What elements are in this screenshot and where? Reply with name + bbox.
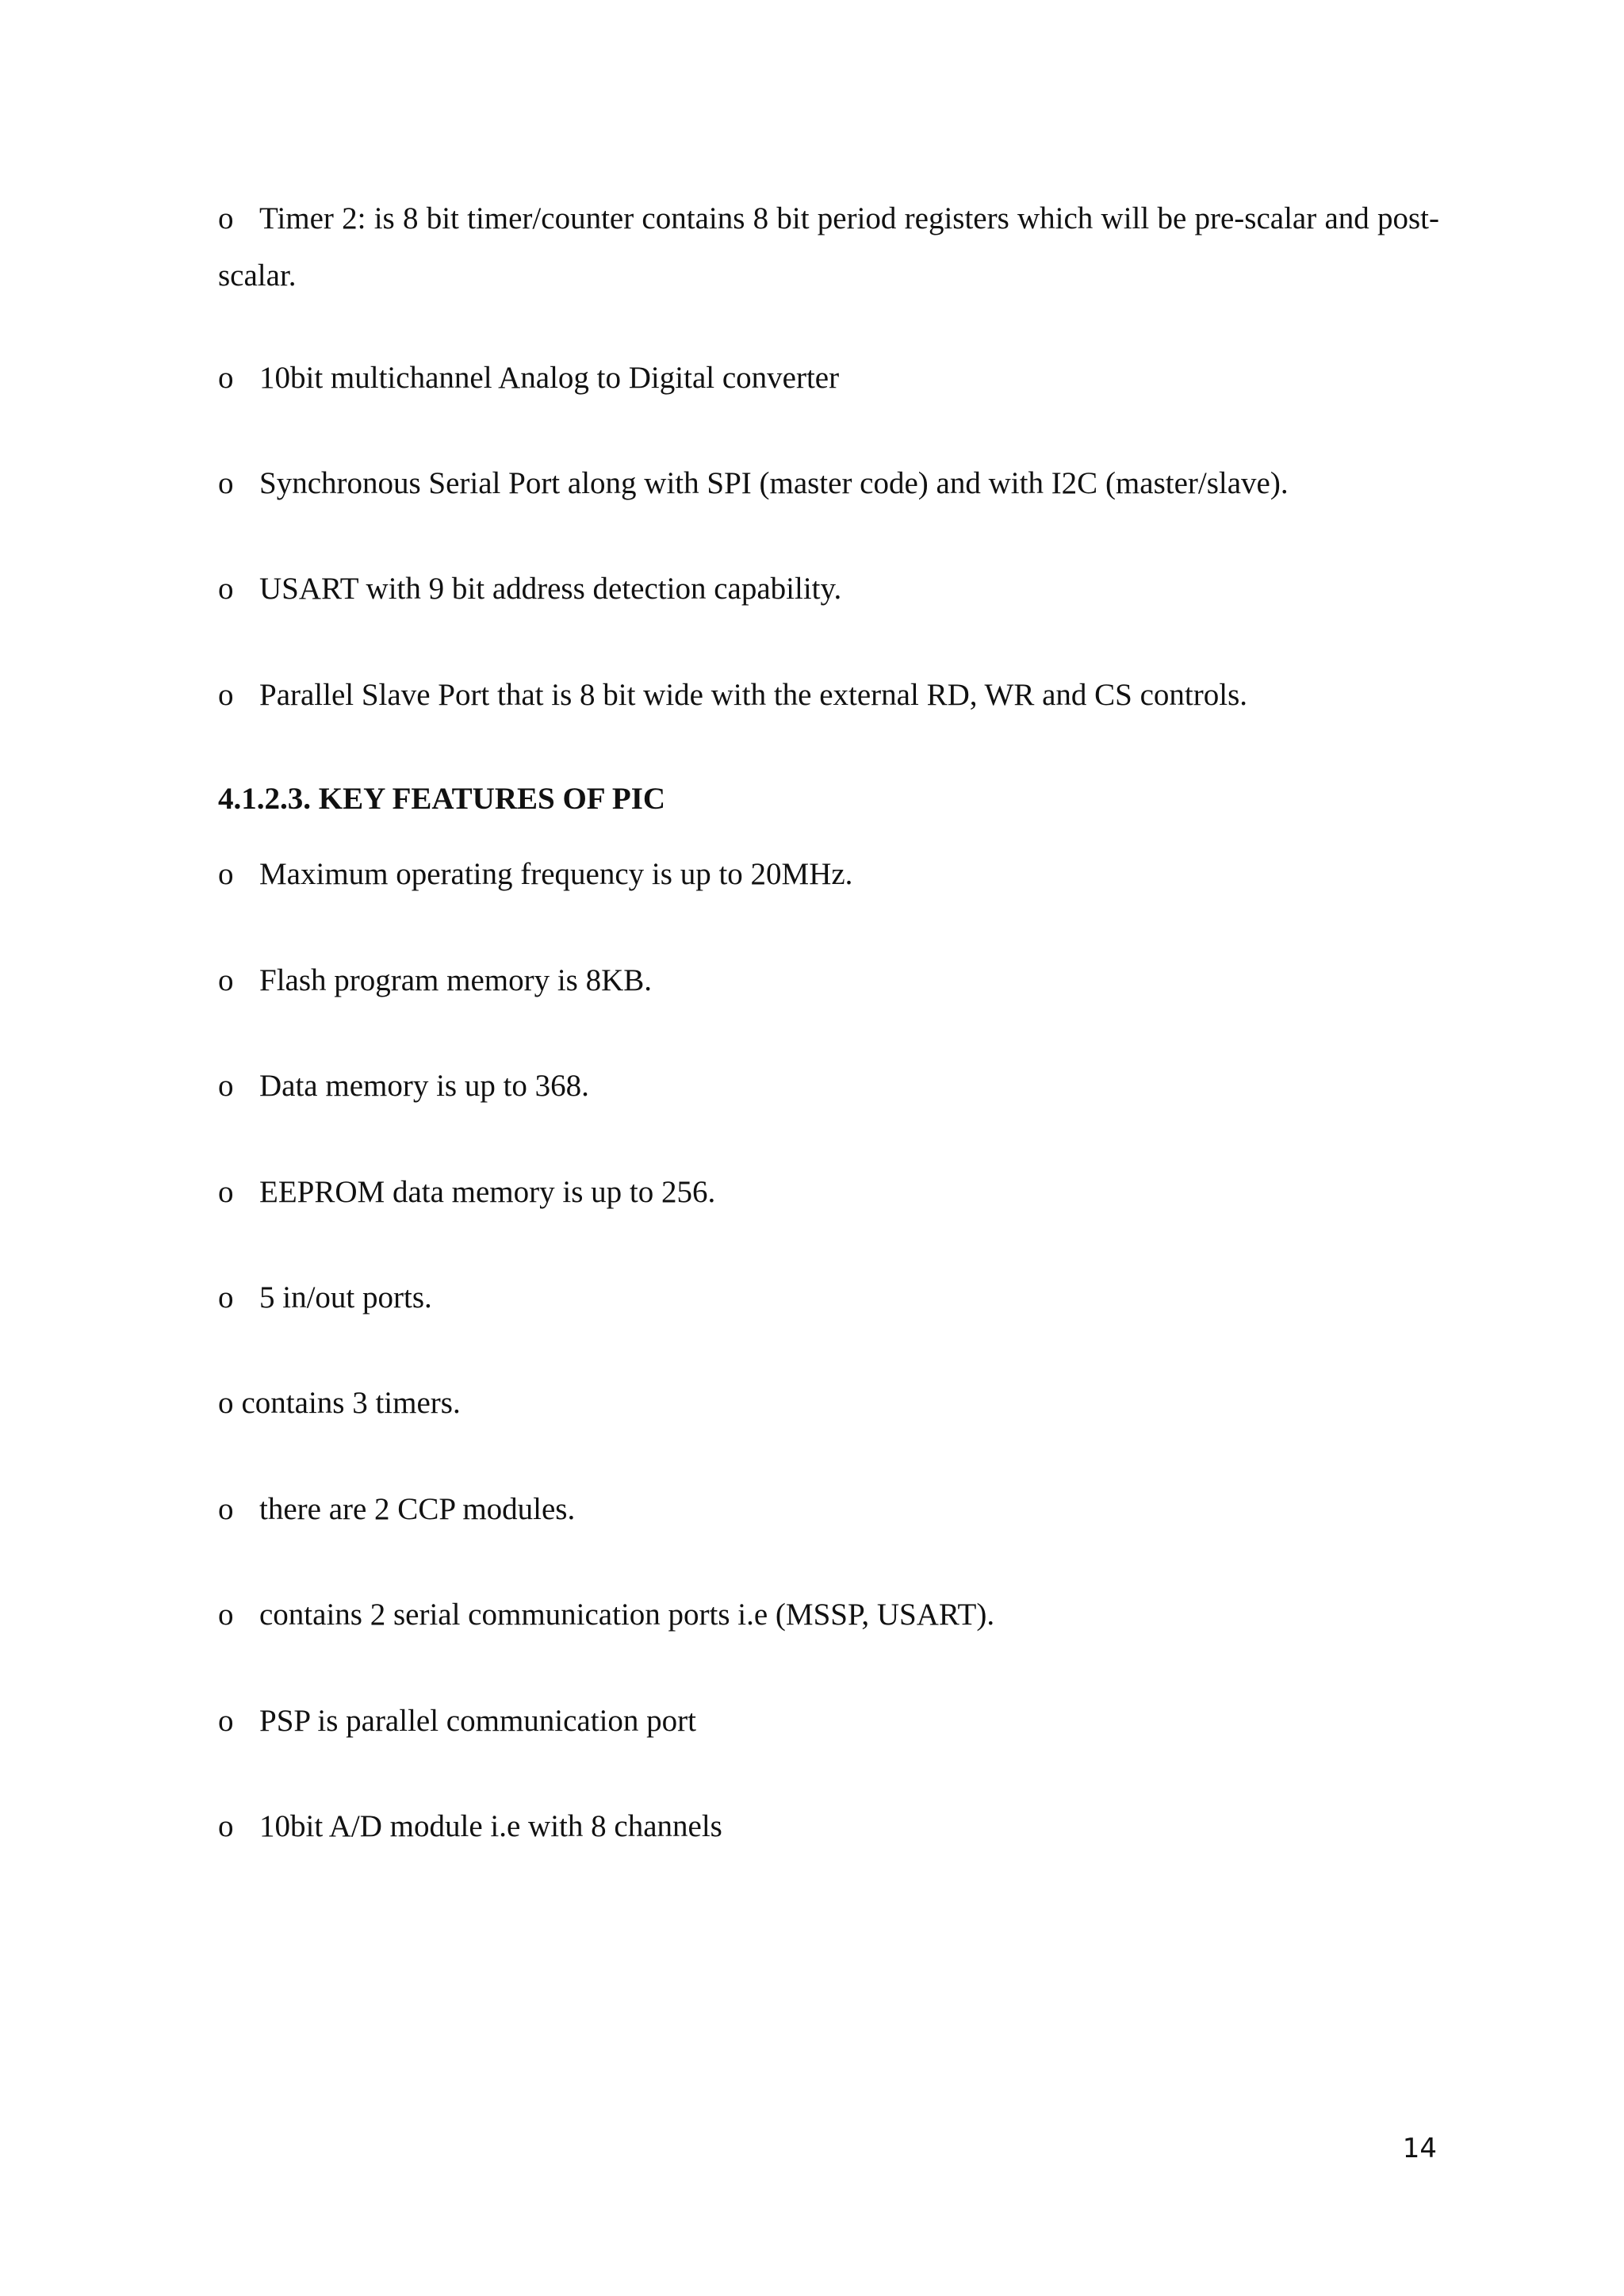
list-item bbox=[218, 1490, 1439, 1530]
bullet: o bbox=[218, 1175, 234, 1209]
list-item-text: PSP is parallel communication port bbox=[259, 1704, 696, 1738]
list-item bbox=[218, 1278, 1439, 1318]
list-item bbox=[218, 1595, 1439, 1636]
list-item bbox=[218, 1807, 1439, 1847]
list-item bbox=[218, 675, 1439, 716]
list-item-text: Synchronous Serial Port along with SPI (master code) and with I2C (master/slave). bbox=[259, 466, 1289, 500]
list-item-text: Data memory is up to 368. bbox=[259, 1069, 589, 1103]
list-item bbox=[218, 569, 1439, 610]
page-number: 14 bbox=[1402, 2133, 1437, 2164]
bullet: o bbox=[218, 963, 234, 997]
list-item bbox=[218, 464, 1439, 504]
list-item-text: 10bit A/D module i.e with 8 channels bbox=[259, 1809, 722, 1843]
bullet: o bbox=[218, 857, 234, 891]
bullet: o bbox=[218, 678, 234, 712]
list-item-text: Maximum operating frequency is up to 20MHz. bbox=[259, 857, 853, 891]
bullet: o bbox=[218, 1069, 234, 1103]
bullet: o bbox=[218, 361, 234, 395]
list-item-text: Timer 2: is 8 bit timer/counter contains 8 bit period registers which will be pre-scalar and post-scalar. bbox=[218, 201, 1439, 293]
list-item-text: USART with 9 bit address detection capability. bbox=[259, 572, 842, 606]
bullet: o bbox=[218, 1386, 234, 1420]
bullet: o bbox=[218, 201, 234, 235]
list-item bbox=[218, 1383, 1439, 1424]
list-item bbox=[218, 961, 1439, 1001]
list-item-text: EEPROM data memory is up to 256. bbox=[259, 1175, 716, 1209]
bullet: o bbox=[218, 572, 234, 606]
list-item-text: 10bit multichannel Analog to Digital converter bbox=[259, 361, 840, 395]
list-item-text: there are 2 CCP modules. bbox=[259, 1492, 576, 1526]
bullet: o bbox=[218, 1492, 234, 1526]
list-item bbox=[218, 358, 1439, 399]
list-item-text: Flash program memory is 8KB. bbox=[259, 963, 653, 997]
bullet: o bbox=[218, 1704, 234, 1738]
list-item bbox=[218, 1173, 1439, 1213]
bullet: o bbox=[218, 466, 234, 500]
list-item-text: Parallel Slave Port that is 8 bit wide with the external RD, WR and CS controls. bbox=[259, 678, 1248, 712]
section-heading: 4.1.2.3. KEY FEATURES OF PIC bbox=[218, 782, 666, 816]
bullet: o bbox=[218, 1598, 234, 1632]
list-item bbox=[218, 855, 1439, 895]
bullet: o bbox=[218, 1280, 234, 1314]
bullet: o bbox=[218, 1809, 234, 1843]
list-item-text: contains 2 serial communication ports i.e (MSSP, USART). bbox=[259, 1598, 995, 1632]
list-item bbox=[218, 1066, 1439, 1107]
list-item bbox=[218, 190, 1439, 304]
list-item-text: contains 3 timers. bbox=[241, 1386, 461, 1420]
list-item-text: 5 in/out ports. bbox=[259, 1280, 432, 1314]
list-item bbox=[218, 1701, 1439, 1742]
